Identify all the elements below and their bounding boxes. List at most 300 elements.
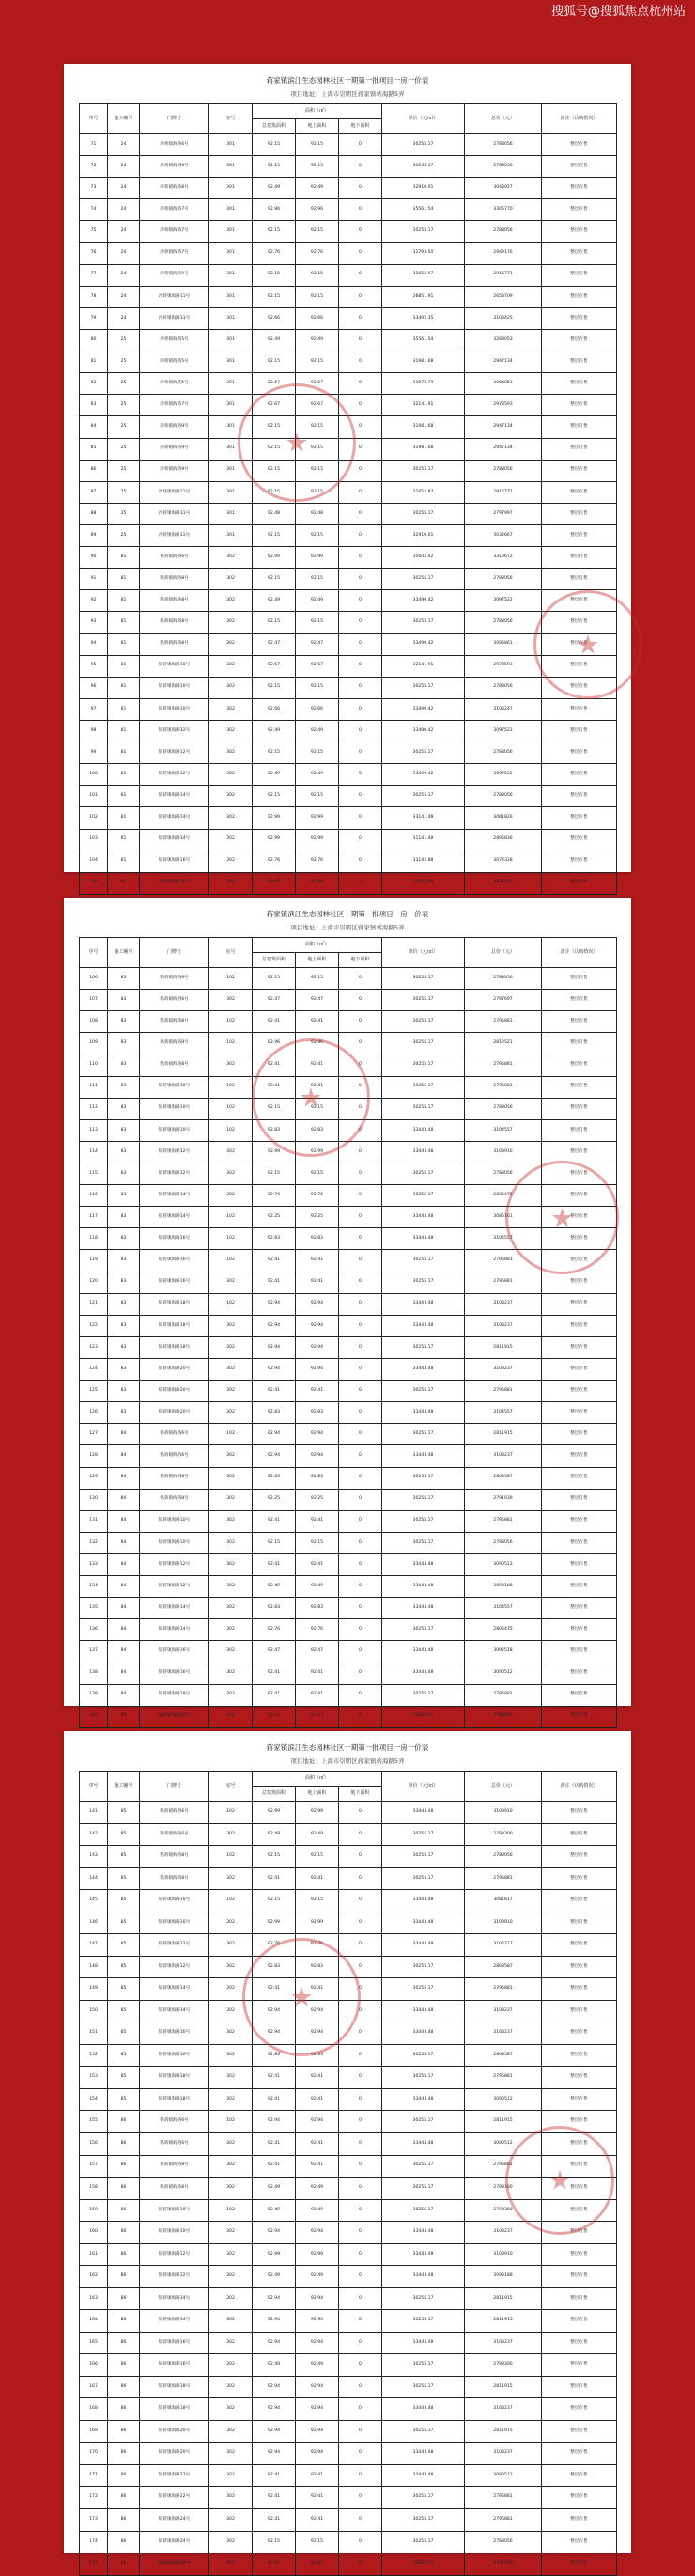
- table-row: [80, 547, 617, 569]
- table-cell: 92.94: [296, 2222, 339, 2244]
- table-cell: 301: [209, 373, 253, 395]
- table-cell: 钻蒋镇海路18号: [140, 1684, 209, 1706]
- table-cell: 整层在售: [542, 1163, 617, 1184]
- table-cell: 92.25: [253, 1489, 296, 1510]
- table-cell: 2797697: [465, 990, 542, 1011]
- table-cell: 2788056: [465, 460, 542, 481]
- table-cell: 92.94: [253, 1424, 296, 1445]
- table-cell: 2788056: [465, 2531, 542, 2553]
- table-cell: 沙蒋镇海路7号: [140, 221, 209, 242]
- table-cell: 85: [108, 2088, 140, 2111]
- table-cell: 302: [209, 612, 253, 633]
- header-total-price: 总价（元）: [465, 104, 542, 134]
- table-cell: 0: [339, 2266, 382, 2288]
- table-cell: 0: [339, 1402, 382, 1424]
- table-cell: 302: [209, 1912, 253, 1934]
- table-cell: 0: [339, 612, 382, 633]
- table-row: [80, 1011, 617, 1033]
- table-cell: 整层在售: [542, 178, 617, 199]
- table-row: [80, 1250, 617, 1272]
- table-cell: 142: [80, 1823, 108, 1846]
- table-cell: 92.83: [296, 1402, 339, 1424]
- table-cell: 92.41: [296, 1553, 339, 1575]
- table-cell: 2795881: [465, 1076, 542, 1098]
- table-cell: 钻蒋镇海路10号: [140, 1119, 209, 1141]
- table-cell: 92.96: [253, 199, 296, 221]
- table-cell: 92.15: [253, 677, 296, 698]
- table-cell: 92.15: [296, 460, 339, 481]
- table-cell: 33492.35: [382, 307, 465, 329]
- table-cell: 102: [209, 1098, 253, 1119]
- table-cell: 钻蒋镇海路16号: [140, 851, 209, 872]
- table-cell: 整层在售: [542, 2222, 617, 2244]
- table-cell: 92.66: [253, 307, 296, 329]
- table-row: [80, 524, 617, 546]
- table-row: [80, 1663, 617, 1684]
- table-cell: 302: [209, 2178, 253, 2200]
- table-cell: 沙蒋镇海路11号: [140, 503, 209, 524]
- table-cell: 2795881: [465, 1272, 542, 1293]
- table-cell: 92.15: [296, 786, 339, 807]
- table-cell: 整层在售: [542, 1098, 617, 1119]
- table-cell: 30255.17: [382, 2354, 465, 2377]
- table-cell: 302: [209, 2420, 253, 2443]
- table-cell: 钻蒋镇海路22号: [140, 2464, 209, 2487]
- table-cell: 30255.17: [382, 2155, 465, 2178]
- table-cell: 30255.17: [382, 1489, 465, 1510]
- table-cell: 钻蒋镇海路10号: [140, 1912, 209, 1934]
- table-cell: 92.25: [296, 2553, 339, 2576]
- table-cell: 整层在售: [542, 1293, 617, 1315]
- table-cell: 30255.17: [382, 2553, 465, 2576]
- table-cell: 3108237: [465, 1445, 542, 1467]
- table-cell: 157: [80, 2155, 108, 2178]
- table-cell: 125: [80, 1381, 108, 1402]
- table-cell: 84: [108, 1553, 140, 1575]
- table-row: [80, 1315, 617, 1336]
- table-cell: 35561.54: [382, 329, 465, 351]
- table-cell: 沙蒋镇海路6号: [140, 134, 209, 156]
- table-cell: 106: [80, 968, 108, 990]
- table-cell: 0: [339, 1250, 382, 1272]
- table-cell: 33443.48: [382, 1315, 465, 1336]
- table-cell: 0: [339, 1641, 382, 1663]
- table-cell: 92.41: [253, 2464, 296, 2487]
- table-cell: 111: [80, 1076, 108, 1098]
- table-cell: 3097522: [465, 590, 542, 612]
- table-cell: 92.49: [253, 2266, 296, 2288]
- table-row: [80, 655, 617, 677]
- table-cell: 81: [108, 742, 140, 764]
- table-cell: 79: [80, 307, 108, 329]
- document-page: [64, 64, 631, 885]
- table-cell: 170: [80, 2443, 108, 2465]
- table-cell: 整层在售: [542, 1890, 617, 1912]
- table-cell: 302: [209, 2531, 253, 2553]
- table-cell: 整层在售: [542, 156, 617, 178]
- table-cell: 钻蒋镇海路14号: [140, 1978, 209, 2001]
- table-cell: 33443.48: [382, 1358, 465, 1380]
- table-cell: 92: [80, 590, 108, 612]
- table-cell: 2795881: [465, 2487, 542, 2509]
- table-cell: 81: [108, 764, 140, 786]
- table-cell: 整层在售: [542, 1381, 617, 1402]
- table-cell: 钻蒋镇海路6号: [140, 990, 209, 1011]
- table-cell: 83: [108, 1272, 140, 1293]
- table-cell: 33142.88: [382, 872, 465, 894]
- table-row: [80, 2287, 617, 2310]
- table-cell: 83: [108, 1381, 140, 1402]
- table-cell: 30255.17: [382, 1978, 465, 2001]
- table-cell: 302: [209, 1315, 253, 1336]
- header-above-area: 地上面积: [296, 953, 339, 968]
- table-cell: 钻蒋镇海路12号: [140, 2243, 209, 2266]
- table-cell: 钻蒋镇海路18号: [140, 2398, 209, 2421]
- table-cell: 2788056: [465, 1098, 542, 1119]
- table-cell: 整层在售: [542, 2398, 617, 2421]
- table-cell: 83: [108, 1402, 140, 1424]
- table-cell: 0: [339, 1185, 382, 1207]
- table-cell: 81: [108, 786, 140, 807]
- table-cell: 30255.17: [382, 1011, 465, 1033]
- table-cell: 3074328: [465, 851, 542, 872]
- table-cell: 0: [339, 242, 382, 264]
- table-cell: 2788056: [465, 221, 542, 242]
- table-cell: 3085161: [465, 1207, 542, 1228]
- table-cell: 80: [80, 329, 108, 351]
- table-cell: 301: [209, 221, 253, 242]
- table-cell: 84: [108, 1663, 140, 1684]
- table-cell: 119: [80, 1250, 108, 1272]
- table-cell: 86: [108, 2132, 140, 2155]
- table-cell: 81: [108, 807, 140, 829]
- table-cell: 0: [339, 677, 382, 698]
- table-cell: 92.83: [253, 1402, 296, 1424]
- table-cell: 2806475: [465, 1619, 542, 1641]
- table-cell: 92.15: [253, 134, 296, 156]
- watermark-text: 搜狐号@搜狐焦点杭州站: [550, 5, 686, 19]
- table-cell: 124: [80, 1358, 108, 1380]
- table-cell: 92.41: [296, 1978, 339, 2001]
- table-cell: 0: [339, 872, 382, 894]
- table-cell: 85: [108, 1823, 140, 1846]
- table-cell: 0: [339, 438, 382, 460]
- header-remark: 备注（认购情况）: [542, 938, 617, 968]
- table-cell: 2791039: [465, 1489, 542, 1510]
- table-cell: 2947134: [465, 438, 542, 460]
- table-cell: 107: [80, 990, 108, 1011]
- table-cell: 整层在售: [542, 1424, 617, 1445]
- table-row: [80, 2464, 617, 2487]
- table-cell: 109: [80, 1033, 108, 1054]
- table-cell: 84: [108, 1576, 140, 1598]
- table-cell: 102: [209, 1846, 253, 1868]
- table-cell: 302: [209, 2088, 253, 2111]
- table-cell: 2895836: [465, 829, 542, 851]
- table-row: [80, 720, 617, 742]
- table-cell: 168: [80, 2398, 108, 2421]
- table-cell: 0: [339, 373, 382, 395]
- table-cell: 92.47: [296, 990, 339, 1011]
- table-cell: 30255.17: [382, 1163, 465, 1184]
- table-cell: 92.94: [253, 2420, 296, 2443]
- table-cell: 0: [339, 968, 382, 990]
- table-cell: 0: [339, 2000, 382, 2022]
- table-cell: 302: [209, 1141, 253, 1163]
- table-cell: 3108237: [465, 1293, 542, 1315]
- table-cell: 28851.91: [382, 286, 465, 307]
- table-cell: 92.94: [296, 1358, 339, 1380]
- table-cell: 沙蒋镇海路11号: [140, 524, 209, 546]
- table-cell: 92.15: [296, 481, 339, 503]
- header-doorplate: 门牌号: [140, 938, 209, 968]
- table-cell: 33443.48: [382, 2022, 465, 2045]
- table-cell: 0: [339, 1467, 382, 1489]
- table-cell: 102: [209, 2199, 253, 2222]
- table-cell: 33443.48: [382, 1119, 465, 1141]
- table-cell: 92.49: [253, 1823, 296, 1846]
- table-cell: 92.41: [296, 2088, 339, 2111]
- table-row: [80, 2376, 617, 2398]
- table-cell: 86: [108, 2310, 140, 2333]
- table-cell: 0: [339, 2531, 382, 2553]
- table-cell: 302: [209, 1358, 253, 1380]
- table-cell: 钻蒋镇海路16号: [140, 1663, 209, 1684]
- table-cell: 302: [209, 1489, 253, 1510]
- table-cell: 0: [339, 1978, 382, 2001]
- table-cell: 302: [209, 1054, 253, 1076]
- table-cell: 24: [108, 178, 140, 199]
- table-cell: 钻蒋镇海路6号: [140, 547, 209, 569]
- table-cell: 92.41: [253, 2487, 296, 2509]
- table-cell: 92.25: [296, 1489, 339, 1510]
- table-cell: 92.15: [296, 1890, 339, 1912]
- table-cell: 96: [80, 677, 108, 698]
- table-row: [80, 1228, 617, 1250]
- table-cell: 92.41: [253, 1663, 296, 1684]
- table-cell: 92.99: [296, 1802, 339, 1824]
- table-cell: 301: [209, 460, 253, 481]
- table-cell: 整层在售: [542, 1315, 617, 1336]
- table-cell: 92.15: [296, 1706, 339, 1727]
- table-cell: 沙蒋镇海路5号: [140, 329, 209, 351]
- table-cell: 32141.91: [382, 395, 465, 416]
- table-cell: 167: [80, 2376, 108, 2398]
- table-cell: 2788056: [465, 677, 542, 698]
- table-cell: 33443.48: [382, 2088, 465, 2111]
- table-cell: 整层在售: [542, 134, 617, 156]
- table-cell: 84: [108, 1489, 140, 1510]
- table-cell: 2811915: [465, 1336, 542, 1358]
- table-cell: 沙蒋镇海路7号: [140, 395, 209, 416]
- table-cell: 钻蒋镇海路14号: [140, 1598, 209, 1619]
- table-cell: 92.76: [253, 1619, 296, 1641]
- table-cell: 140: [80, 1706, 108, 1727]
- table-cell: 钻蒋镇海路16号: [140, 1272, 209, 1293]
- table-cell: 301: [209, 481, 253, 503]
- table-cell: 25: [108, 438, 140, 460]
- table-cell: 0: [339, 2509, 382, 2532]
- table-row: [80, 1619, 617, 1641]
- table-cell: 0: [339, 1576, 382, 1598]
- table-cell: 整层在售: [542, 1641, 617, 1663]
- table-cell: 153: [80, 2067, 108, 2089]
- table-cell: 30255.17: [382, 2178, 465, 2200]
- table-row: [80, 2332, 617, 2354]
- table-cell: 156: [80, 2132, 108, 2155]
- table-cell: 整层在售: [542, 1336, 617, 1358]
- table-cell: 92.49: [296, 590, 339, 612]
- table-cell: 84: [108, 1467, 140, 1489]
- table-cell: 整层在售: [542, 2178, 617, 2200]
- table-cell: 83: [108, 1250, 140, 1272]
- table-cell: 钻蒋镇海路18号: [140, 1293, 209, 1315]
- table-cell: 3064853: [465, 373, 542, 395]
- table-cell: 0: [339, 1011, 382, 1033]
- doc-title: 蒋家镇滨江生态园林社区一期第一批项目一房一价表: [266, 1743, 429, 1752]
- table-cell: 85: [108, 1802, 140, 1824]
- table-cell: 92.94: [253, 2111, 296, 2133]
- table-cell: 2795881: [465, 2155, 542, 2178]
- table-cell: 92.41: [253, 2509, 296, 2532]
- table-cell: 92.99: [296, 1912, 339, 1934]
- table-cell: 302: [209, 1445, 253, 1467]
- table-cell: 92.15: [253, 1890, 296, 1912]
- table-row: [80, 2509, 617, 2532]
- table-cell: 33490.42: [382, 764, 465, 786]
- table-cell: 92.67: [253, 373, 296, 395]
- table-cell: 钻蒋镇海路18号: [140, 2376, 209, 2398]
- table-cell: 302: [209, 1336, 253, 1358]
- table-cell: 整层在售: [542, 1553, 617, 1575]
- table-cell: 92.41: [253, 2132, 296, 2155]
- table-cell: 84: [80, 416, 108, 438]
- table-cell: 整层在售: [542, 2067, 617, 2089]
- table-cell: 2811915: [465, 1424, 542, 1445]
- table-cell: 85: [108, 1956, 140, 1978]
- doc-address: 项目地址：上海市崇明区蒋家镇蒋海路5弄: [290, 924, 405, 931]
- table-cell: 92.94: [253, 2287, 296, 2310]
- table-cell: 3103247: [465, 698, 542, 720]
- table-cell: 86: [108, 2354, 140, 2377]
- table-cell: 整层在售: [542, 2243, 617, 2266]
- table-cell: 0: [339, 786, 382, 807]
- table-cell: 2978593: [465, 395, 542, 416]
- table-cell: 0: [339, 2443, 382, 2465]
- table-cell: 302: [209, 2266, 253, 2288]
- table-cell: 83: [108, 1336, 140, 1358]
- table-cell: 117: [80, 1207, 108, 1228]
- table-cell: 302: [209, 1867, 253, 1890]
- table-row: [80, 2310, 617, 2333]
- table-cell: 0: [339, 503, 382, 524]
- table-cell: 3090512: [465, 1553, 542, 1575]
- table-cell: 92.94: [253, 1336, 296, 1358]
- document-page: [64, 898, 631, 1719]
- table-cell: 沙蒋镇海路7号: [140, 199, 209, 221]
- table-cell: 92.15: [253, 438, 296, 460]
- table-cell: 92.49: [253, 329, 296, 351]
- table-cell: 0: [339, 1163, 382, 1184]
- table-cell: 0: [339, 1867, 382, 1890]
- table-cell: 92.76: [296, 242, 339, 264]
- table-cell: 整层在售: [542, 1619, 617, 1641]
- table-cell: 102: [209, 1119, 253, 1141]
- table-cell: 154: [80, 2088, 108, 2111]
- table-cell: 钻蒋镇海路10号: [140, 1076, 209, 1098]
- table-cell: 92.94: [253, 2443, 296, 2465]
- table-cell: 0: [339, 1532, 382, 1553]
- table-cell: 3108237: [465, 2398, 542, 2421]
- table-row: [80, 2553, 617, 2576]
- table-cell: 92.76: [253, 242, 296, 264]
- table-cell: 94: [80, 633, 108, 655]
- table-row: [80, 2420, 617, 2443]
- table-cell: 92.15: [253, 416, 296, 438]
- table-row: [80, 2111, 617, 2133]
- table-cell: 92.15: [296, 742, 339, 764]
- table-cell: 整层在售: [542, 416, 617, 438]
- table-cell: 33443.48: [382, 2000, 465, 2022]
- table-cell: 92.94: [253, 1445, 296, 1467]
- table-cell: 92.41: [253, 1076, 296, 1098]
- table-cell: 92.15: [253, 1163, 296, 1184]
- table-cell: 整层在售: [542, 1598, 617, 1619]
- table-cell: 整层在售: [542, 1510, 617, 1532]
- table-row: [80, 786, 617, 807]
- table-cell: 3108237: [465, 2443, 542, 2465]
- table-cell: 139: [80, 1684, 108, 1706]
- table-cell: 31793.50: [382, 242, 465, 264]
- table-cell: 33443.48: [382, 2398, 465, 2421]
- table-cell: 30255.17: [382, 134, 465, 156]
- table-cell: 92.15: [296, 2531, 339, 2553]
- table-cell: 84: [108, 1445, 140, 1467]
- table-cell: 102: [209, 1076, 253, 1098]
- table-cell: 3102217: [465, 1934, 542, 1957]
- header-above-area: 地上面积: [296, 1787, 339, 1802]
- table-cell: 整层在售: [542, 633, 617, 655]
- table-cell: 0: [339, 221, 382, 242]
- table-cell: 整层在售: [542, 1823, 617, 1846]
- table-cell: 302: [209, 2464, 253, 2487]
- table-cell: 2947134: [465, 351, 542, 373]
- table-cell: 302: [209, 2354, 253, 2377]
- table-cell: 92.99: [253, 872, 296, 894]
- table-cell: 整层在售: [542, 872, 617, 894]
- table-cell: 302: [209, 807, 253, 829]
- table-cell: 30255.17: [382, 2199, 465, 2222]
- table-row: [80, 1467, 617, 1489]
- table-cell: 83: [108, 1228, 140, 1250]
- table-cell: 3093188: [465, 2266, 542, 2288]
- table-cell: 0: [339, 633, 382, 655]
- table-cell: 0: [339, 1553, 382, 1575]
- table-cell: 302: [209, 1510, 253, 1532]
- table-cell: 30255.17: [382, 1054, 465, 1076]
- table-cell: 3096861: [465, 633, 542, 655]
- table-cell: 2808587: [465, 1467, 542, 1489]
- table-cell: 135: [80, 1598, 108, 1619]
- table-row: [80, 1576, 617, 1598]
- table-cell: 钻蒋镇海路6号: [140, 2111, 209, 2133]
- table-cell: 33490.42: [382, 633, 465, 655]
- table-cell: 105: [80, 872, 108, 894]
- table-cell: 33443.48: [382, 1141, 465, 1163]
- table-cell: 2788056: [465, 1846, 542, 1868]
- table-cell: 302: [209, 1619, 253, 1641]
- table-cell: 30255.17: [382, 1867, 465, 1890]
